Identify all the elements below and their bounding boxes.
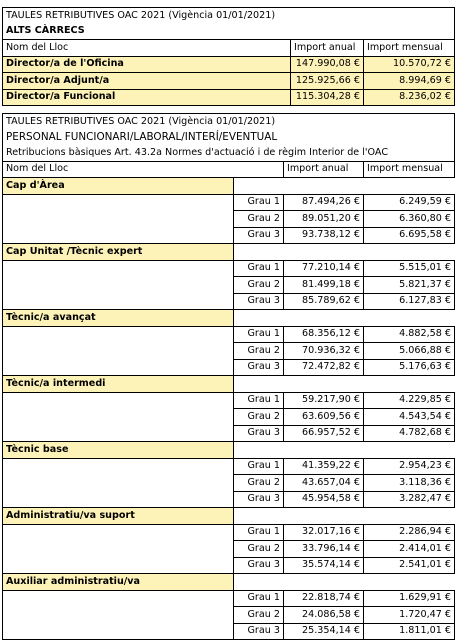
row-grau: Grau 2 — [234, 211, 284, 228]
row-spacer — [3, 293, 234, 310]
group-header-row — [3, 574, 455, 591]
group-header-filler — [234, 310, 455, 327]
header-row — [3, 161, 455, 178]
row-anual: 77.210,14 € — [284, 260, 364, 277]
table-title-row — [3, 114, 455, 130]
row-name: Director/a de l'Oficina — [3, 56, 291, 73]
group-header-row — [3, 310, 455, 327]
row-mensual: 2.286,94 € — [364, 524, 455, 541]
table-subtitle-row — [3, 24, 455, 40]
row-grau: Grau 2 — [234, 607, 284, 624]
row-spacer — [3, 359, 234, 376]
row-grau: Grau 1 — [234, 524, 284, 541]
personal-table — [2, 113, 455, 640]
row-anual: 115.304,28 € — [291, 89, 364, 106]
row-grau: Grau 2 — [234, 475, 284, 492]
header-mensual: Import mensual — [364, 161, 455, 178]
row-grau: Grau 2 — [234, 343, 284, 360]
table-subtitle-row — [3, 130, 455, 146]
row-name: Director/a Adjunt/a — [3, 73, 291, 90]
header-mensual: Import mensual — [364, 40, 455, 57]
row-anual: 24.086,58 € — [284, 607, 364, 624]
row-grau: Grau 1 — [234, 326, 284, 343]
table-row — [3, 227, 455, 244]
table-title-row — [3, 8, 455, 24]
row-anual: 35.574,14 € — [284, 557, 364, 574]
row-anual: 22.818,74 € — [284, 590, 364, 607]
row-mensual: 10.570,72 € — [364, 56, 455, 73]
row-anual: 41.359,22 € — [284, 458, 364, 475]
row-spacer — [3, 541, 234, 558]
table-note-row — [3, 145, 455, 161]
row-spacer — [3, 326, 234, 343]
header-row — [3, 40, 455, 57]
row-mensual: 4.229,85 € — [364, 392, 455, 409]
row-mensual: 5.176,63 € — [364, 359, 455, 376]
table-row — [3, 359, 455, 376]
header-anual: Import anual — [284, 161, 364, 178]
row-spacer — [3, 260, 234, 277]
row-spacer — [3, 590, 234, 607]
row-mensual: 2.954,23 € — [364, 458, 455, 475]
table-subtitle: PERSONAL FUNCIONARI/LABORAL/INTERÍ/EVENTUAL — [3, 130, 455, 146]
row-anual: 125.925,66 € — [291, 73, 364, 90]
group-header-row — [3, 376, 455, 393]
row-mensual: 3.282,47 € — [364, 491, 455, 508]
row-spacer — [3, 343, 234, 360]
row-anual: 93.738,12 € — [284, 227, 364, 244]
group-header-filler — [234, 376, 455, 393]
row-anual: 66.957,52 € — [284, 425, 364, 442]
row-anual: 81.499,18 € — [284, 277, 364, 294]
row-anual: 68.356,12 € — [284, 326, 364, 343]
row-mensual: 1.811,01 € — [364, 623, 455, 640]
row-anual: 32.017,16 € — [284, 524, 364, 541]
row-anual: 89.051,20 € — [284, 211, 364, 228]
alts-carrecs-table — [2, 7, 455, 106]
group-name: Tècnic/a avançat — [3, 310, 234, 327]
table-row — [3, 491, 455, 508]
row-spacer — [3, 491, 234, 508]
row-grau: Grau 3 — [234, 293, 284, 310]
row-mensual: 2.541,01 € — [364, 557, 455, 574]
table-row — [3, 623, 455, 640]
table-row — [3, 73, 455, 90]
table-row — [3, 211, 455, 228]
row-mensual: 6.127,83 € — [364, 293, 455, 310]
row-mensual: 4.543,54 € — [364, 409, 455, 426]
row-spacer — [3, 458, 234, 475]
row-grau: Grau 2 — [234, 541, 284, 558]
table-row — [3, 326, 455, 343]
row-mensual: 8.994,69 € — [364, 73, 455, 90]
row-mensual: 5.066,88 € — [364, 343, 455, 360]
groups-body — [3, 178, 455, 640]
row-grau: Grau 3 — [234, 425, 284, 442]
row-grau: Grau 3 — [234, 491, 284, 508]
row-grau: Grau 3 — [234, 623, 284, 640]
row-mensual: 1.720,47 € — [364, 607, 455, 624]
row-mensual: 2.414,01 € — [364, 541, 455, 558]
row-anual: 72.472,82 € — [284, 359, 364, 376]
header-anual: Import anual — [291, 40, 364, 57]
row-anual: 25.354,14 € — [284, 623, 364, 640]
row-mensual: 4.782,68 € — [364, 425, 455, 442]
row-name: Director/a Funcional — [3, 89, 291, 106]
row-spacer — [3, 524, 234, 541]
row-spacer — [3, 227, 234, 244]
table-row — [3, 409, 455, 426]
row-anual: 147.990,08 € — [291, 56, 364, 73]
row-spacer — [3, 557, 234, 574]
table-row — [3, 293, 455, 310]
row-grau: Grau 1 — [234, 458, 284, 475]
row-grau: Grau 2 — [234, 409, 284, 426]
row-spacer — [3, 211, 234, 228]
row-grau: Grau 1 — [234, 260, 284, 277]
row-grau: Grau 1 — [234, 392, 284, 409]
row-spacer — [3, 623, 234, 640]
group-name: Administratiu/va suport — [3, 508, 234, 525]
table-row — [3, 425, 455, 442]
row-mensual: 6.249,59 € — [364, 194, 455, 211]
table-row — [3, 260, 455, 277]
group-header-row — [3, 442, 455, 459]
row-grau: Grau 1 — [234, 590, 284, 607]
group-header-filler — [234, 244, 455, 261]
row-anual: 87.494,26 € — [284, 194, 364, 211]
group-name: Tècnic base — [3, 442, 234, 459]
row-grau: Grau 2 — [234, 277, 284, 294]
table-row — [3, 590, 455, 607]
row-mensual: 8.236,02 € — [364, 89, 455, 106]
row-mensual: 1.629,91 € — [364, 590, 455, 607]
row-anual: 70.936,32 € — [284, 343, 364, 360]
group-name: Auxiliar administratiu/va — [3, 574, 234, 591]
row-spacer — [3, 409, 234, 426]
row-mensual: 3.118,36 € — [364, 475, 455, 492]
table-row — [3, 475, 455, 492]
row-grau: Grau 3 — [234, 359, 284, 376]
table-row — [3, 343, 455, 360]
row-anual: 63.609,56 € — [284, 409, 364, 426]
row-spacer — [3, 607, 234, 624]
row-anual: 33.796,14 € — [284, 541, 364, 558]
row-spacer — [3, 475, 234, 492]
row-mensual: 6.695,58 € — [364, 227, 455, 244]
row-spacer — [3, 277, 234, 294]
group-name: Cap d'Àrea — [3, 178, 234, 195]
table-row — [3, 89, 455, 106]
group-header-filler — [234, 508, 455, 525]
group-name: Tècnic/a intermedi — [3, 376, 234, 393]
row-anual: 59.217,90 € — [284, 392, 364, 409]
table-row — [3, 458, 455, 475]
table-row — [3, 56, 455, 73]
group-header-filler — [234, 574, 455, 591]
group-header-filler — [234, 442, 455, 459]
table-title: TAULES RETRIBUTIVES OAC 2021 (Vigència 01/01/2021) — [3, 114, 455, 130]
row-spacer — [3, 194, 234, 211]
header-lloc: Nom del Lloc — [3, 40, 291, 57]
table-title: TAULES RETRIBUTIVES OAC 2021 (Vigència 01/01/2021) — [3, 8, 455, 24]
table-row — [3, 277, 455, 294]
table-subtitle: ALTS CÀRRECS — [3, 24, 455, 40]
table-row — [3, 607, 455, 624]
group-name: Cap Unitat /Tècnic expert — [3, 244, 234, 261]
table-row — [3, 194, 455, 211]
row-mensual: 6.360,80 € — [364, 211, 455, 228]
header-lloc: Nom del Lloc — [3, 161, 284, 178]
row-anual: 43.657,04 € — [284, 475, 364, 492]
table-row — [3, 524, 455, 541]
group-header-row — [3, 244, 455, 261]
row-mensual: 5.515,01 € — [364, 260, 455, 277]
row-mensual: 5.821,37 € — [364, 277, 455, 294]
row-spacer — [3, 425, 234, 442]
table-note: Retribucions bàsiques Art. 43.2a Normes d'actuació i de règim Interior de l'OAC — [3, 145, 455, 161]
row-mensual: 4.882,58 € — [364, 326, 455, 343]
row-anual: 85.789,62 € — [284, 293, 364, 310]
table-row — [3, 557, 455, 574]
group-header-row — [3, 508, 455, 525]
table-row — [3, 541, 455, 558]
row-grau: Grau 3 — [234, 227, 284, 244]
group-header-filler — [234, 178, 455, 195]
row-grau: Grau 1 — [234, 194, 284, 211]
row-anual: 45.954,58 € — [284, 491, 364, 508]
group-header-row — [3, 178, 455, 195]
row-spacer — [3, 392, 234, 409]
table-row — [3, 392, 455, 409]
row-grau: Grau 3 — [234, 557, 284, 574]
